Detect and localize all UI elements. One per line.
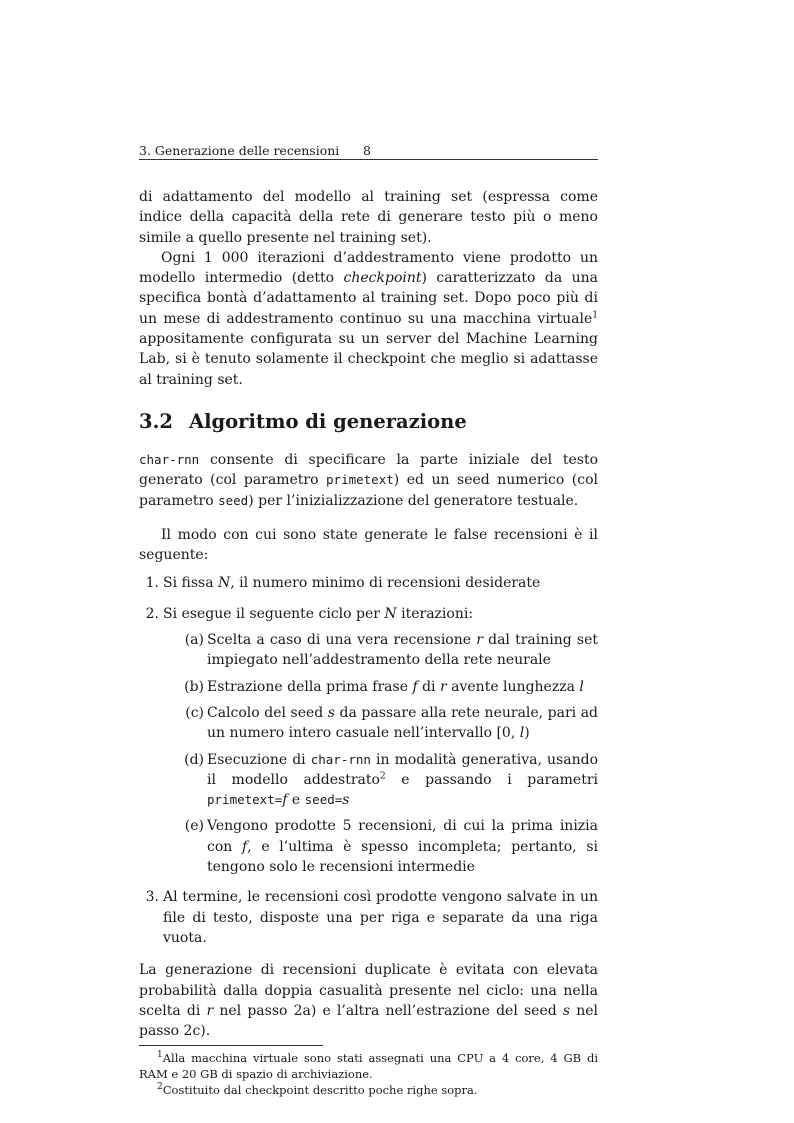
- code-token: seed: [218, 492, 249, 508]
- text-run: Esecuzione di: [207, 751, 311, 768]
- code-token: seed=: [304, 792, 343, 808]
- paragraph: [139, 525, 598, 566]
- list-item: [184, 630, 598, 671]
- math-var: f: [412, 678, 418, 695]
- code-token: primetext: [326, 472, 394, 488]
- list-item: [185, 703, 598, 744]
- footnote-text: Costituito dal checkpoint descritto poche righe sopra.: [162, 1083, 478, 1098]
- page-number: 8: [363, 143, 371, 158]
- footnote: [139, 1082, 598, 1098]
- section-title: Algoritmo di generazione: [189, 409, 467, 433]
- math-var: N: [218, 575, 231, 592]
- footnote-ref[interactable]: 1: [592, 310, 598, 321]
- text-run: consente di specificare la parte iniziale del testo generato (col parametro: [139, 451, 598, 489]
- text-run: La generazione di recensioni duplicate è evitata con elevata probabilità dalla doppia casualità presente nel ciclo: una nella scelta di: [139, 962, 598, 1019]
- text-run: dal training set impiegato nell’addestramento della rete neurale: [207, 632, 598, 669]
- substeps-list: [163, 630, 598, 877]
- text-run: Scelta a caso di una vera recensione: [207, 632, 477, 649]
- text-run: ): [524, 725, 530, 742]
- text-run: Ogni 1 000 iterazioni d’addestramento viene prodotto un modello intermedio (detto: [139, 249, 598, 287]
- math-var: f: [241, 838, 248, 855]
- section-heading: [139, 410, 598, 434]
- text-run: in modalità generativa, usando il modello addestrato: [207, 751, 598, 788]
- section-number: 3.2: [139, 409, 173, 433]
- list-label: (e): [184, 818, 204, 835]
- text-run: Al termine, le recensioni così prodotte vengono salvate in un file di testo, disposte una per riga e separate da una riga vuota.: [163, 889, 598, 946]
- math-var: s: [562, 1002, 571, 1019]
- footnote-text: Alla macchina virtuale sono stati assegnati una CPU a 4 core, 4 GB di RAM e 20 GB di spazio di archiviazione.: [139, 1051, 598, 1082]
- text-run: Vengono prodotte 5 recensioni, di cui la prima inizia con: [207, 818, 598, 855]
- math-var: s: [342, 792, 350, 809]
- text-run: nel passo 2a) e l’altra nell’estrazione del seed: [213, 1002, 563, 1019]
- paragraph: [139, 450, 598, 511]
- math-var: r: [476, 632, 483, 649]
- list-label: (c): [185, 704, 204, 721]
- text-run: Si fissa: [163, 575, 219, 592]
- code-token: char-rnn: [310, 751, 371, 767]
- list-item: [184, 816, 598, 877]
- text-run: e passando i parametri: [385, 771, 598, 788]
- math-var: r: [206, 1002, 214, 1019]
- paragraph: [139, 248, 598, 390]
- text-run: Il modo con cui sono state generate le false recensioni è il seguente:: [139, 526, 598, 564]
- steps-list: [139, 573, 598, 948]
- list-label: 2.: [145, 605, 159, 622]
- text-run: Si esegue il seguente ciclo per: [163, 605, 385, 622]
- text-run: da passare alla rete neurale, pari ad un numero intero casuale nell’intervallo [0,: [207, 704, 598, 742]
- math-var: s: [327, 704, 335, 721]
- text-run: , e l’ultima è spesso incompleta; pertanto, si tengono solo le recensioni intermedie: [207, 838, 598, 876]
- text-run: Estrazione della prima frase: [207, 678, 413, 695]
- text-run: iterazioni:: [396, 605, 474, 622]
- list-item: [184, 750, 598, 811]
- text-run: avente lunghezza: [446, 678, 580, 695]
- list-label: 1.: [145, 575, 159, 592]
- text-run: , il numero minimo di recensioni desiderate: [230, 575, 541, 592]
- footnote-mark: 2: [157, 1082, 163, 1093]
- math-var: f: [282, 792, 288, 809]
- text-run: appositamente configurata su un server del Machine Learning Lab, si è tenuto solamente il checkpoint che meglio si adattasse al training set.: [139, 331, 598, 388]
- math-var: r: [439, 678, 447, 695]
- footnote-mark: 1: [157, 1050, 163, 1061]
- code-token: char-rnn: [139, 451, 200, 467]
- footnote-rule: [139, 1045, 323, 1046]
- math-var: l: [579, 678, 584, 695]
- footnote-ref[interactable]: 2: [379, 771, 386, 782]
- footnote: [139, 1050, 598, 1082]
- emphasis: checkpoint: [343, 270, 422, 287]
- header-chapter-title: 3. Generazione delle recensioni: [139, 143, 340, 158]
- text-run: ) caratterizzato da una specifica bontà d’adattamento al training set. Dopo poco più di un mese di addestramento continuo su una macchina virtuale: [139, 270, 598, 327]
- paragraph-text: di adattamento del modello al training set (espressa come indice della capacità della rete di generare testo più o meno simile a quello presente nel training set).: [139, 189, 598, 246]
- list-label: 3.: [145, 889, 159, 906]
- paragraph: [139, 960, 598, 1041]
- text-run: ) per l’inizializzazione del generatore testuale.: [248, 492, 579, 509]
- code-token: primetext=: [207, 792, 283, 808]
- text-run: ) ed un seed numerico (col parametro: [139, 472, 599, 509]
- running-header: [139, 143, 598, 160]
- list-label: (d): [184, 751, 204, 768]
- list-item: [145, 887, 598, 948]
- list-item: [145, 604, 598, 878]
- math-var: N: [384, 605, 397, 622]
- list-label: (b): [184, 678, 204, 695]
- list-label: (a): [184, 632, 204, 649]
- text-run: di: [417, 678, 440, 695]
- text-run: nel passo 2c).: [139, 1002, 598, 1040]
- text-run: e: [287, 792, 305, 809]
- math-var: l: [519, 725, 525, 742]
- text-run: Calcolo del seed: [207, 704, 328, 721]
- list-item: [184, 677, 598, 697]
- page-body: [139, 187, 598, 1098]
- list-item: [145, 573, 598, 593]
- paragraph: [139, 187, 598, 248]
